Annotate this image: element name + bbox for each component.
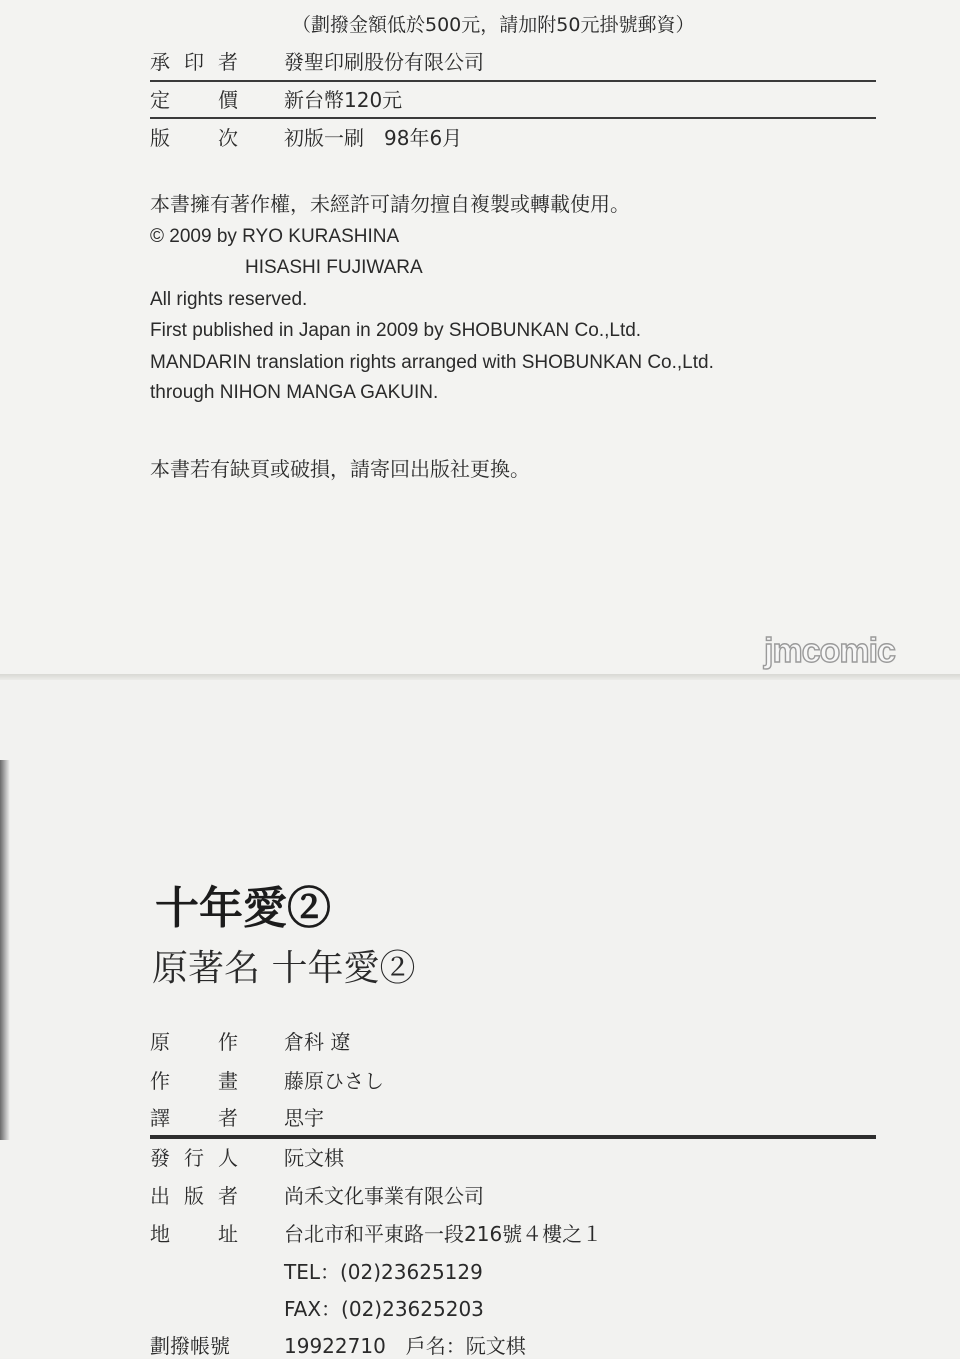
rule-1 [150,80,876,82]
copyright-line-1: © 2009 by RYO KURASHINA [150,226,400,247]
rule-2 [150,117,876,119]
address-label: 地 址 [150,1222,238,1246]
page-fold [0,674,960,680]
edition-label: 版 次 [150,126,238,150]
original-author-value: 倉科 遼 [284,1030,351,1054]
artist-row [150,1065,384,1094]
issuer-label: 發 行 人 [150,1146,238,1170]
copyright-line-5: MANDARIN translation rights arranged with SHOBUNKAN Co.,Ltd. [150,352,714,373]
publisher-value: 尚禾文化事業有限公司 [284,1184,484,1208]
price-row [150,84,402,113]
fax: FAX：(02)23625203 [284,1297,484,1321]
copyright-line-2: HISASHI FUJIWARA [245,257,423,278]
thick-rule [150,1135,876,1139]
address-row [150,1218,602,1247]
account-row [150,1330,526,1359]
original-author-label: 原 作 [150,1030,238,1054]
printer-row [150,46,484,75]
translator-value: 思宇 [284,1106,324,1130]
printer-value: 發聖印刷股份有限公司 [284,50,484,74]
edition-row [150,122,462,151]
printer-label: 承 印 者 [150,50,238,74]
publisher-label: 出 版 者 [150,1184,238,1208]
damage-notice: 本書若有缺頁或破損，請寄回出版社更換。 [150,457,530,481]
original-author-row [150,1026,350,1055]
edition-value: 初版一刷 98年6月 [284,126,463,150]
artist-label: 作 畫 [150,1069,238,1093]
artist-value: 藤原ひさし [284,1069,384,1093]
watermark-logo: jmcomic [764,632,895,670]
copyright-line-6: through NIHON MANGA GAKUIN. [150,382,439,403]
binding-edge-shadow [0,760,10,1140]
copyright-line-4: First published in Japan in 2009 by SHOBUNKAN Co.,Ltd. [150,320,642,341]
issuer-value: 阮文棋 [284,1146,344,1170]
publisher-row [150,1180,484,1209]
price-label: 定 價 [150,88,238,112]
address-value: 台北市和平東路一段216號４樓之１ [284,1222,603,1246]
price-value: 新台幣120元 [284,88,403,112]
original-title: 原著名 十年愛② [152,948,416,989]
copyright-notice: 本書擁有著作權，未經許可請勿擅自複製或轉載使用。 [150,192,630,216]
issuer-row [150,1142,344,1171]
book-title: 十年愛② [155,883,331,934]
translator-row [150,1102,324,1131]
copyright-line-3: All rights reserved. [150,289,308,310]
account-value: 19922710 戶名：阮文棋 [284,1334,526,1358]
translator-label: 譯 者 [150,1106,238,1130]
postage-note: （劃撥金額低於500元，請加附50元掛號郵資） [292,14,695,36]
account-label: 劃撥帳號 [150,1334,230,1358]
telephone: TEL：(02)23625129 [284,1260,483,1284]
